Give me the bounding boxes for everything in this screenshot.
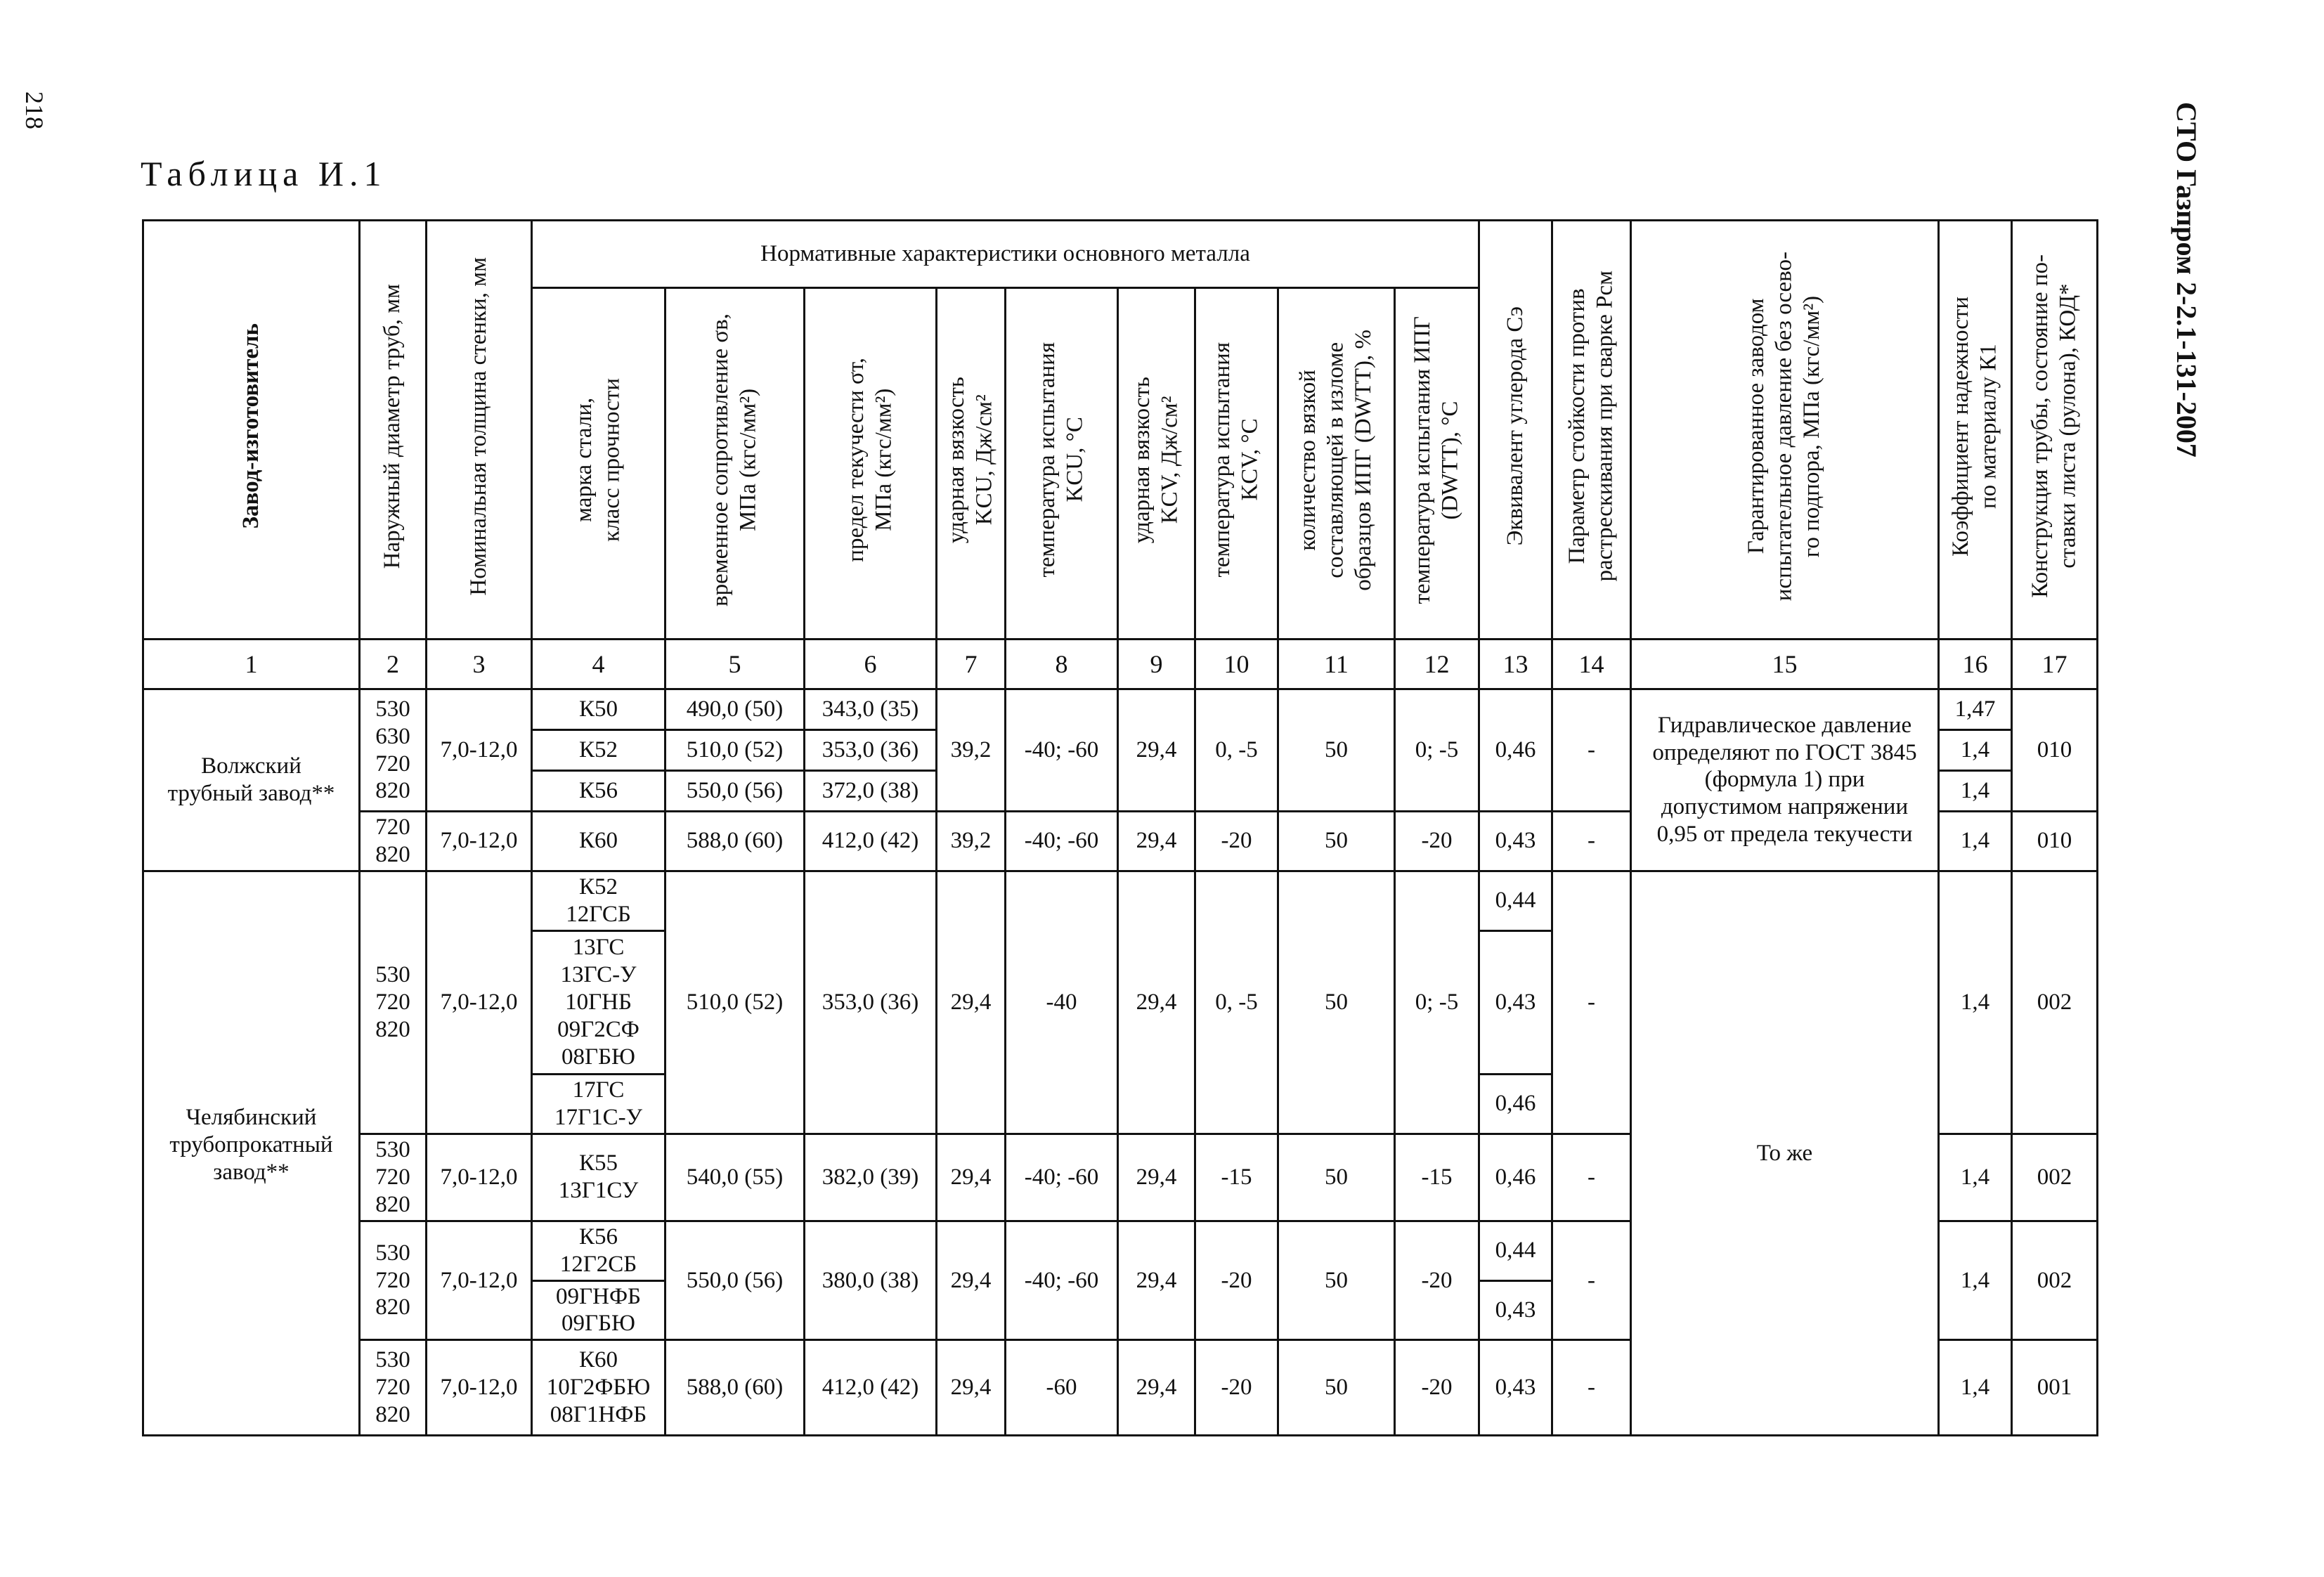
header-row: [143, 221, 2098, 288]
header-kcv: ударная вязкость KCV, Дж/см²: [1118, 288, 1195, 640]
header-code: Конструкция трубы, состояние по- ставки листа (рулона), КОД*: [2012, 221, 2098, 640]
spec-table: [142, 219, 2098, 1436]
dwtt-temp-cell: -20: [1395, 1340, 1479, 1436]
grade-cell: К52: [532, 730, 666, 771]
ce-cell: 0,43: [1479, 1280, 1552, 1340]
header-dwtt-share: количество вязкой составляющей в изломе образцов ИПГ (DWTT), %: [1278, 288, 1395, 640]
yield-cell: 412,0 (42): [805, 1340, 937, 1436]
header-tensile: временное сопротивление σв, МПа (кгс/мм²): [666, 288, 805, 640]
wall-cell: 7,0-12,0: [427, 1221, 532, 1340]
dwtt-temp-cell: -20: [1395, 1221, 1479, 1340]
header-carbon-equivalent: Эквивалент углерода Сэ: [1479, 221, 1552, 640]
k1-cell: 1,4: [1939, 730, 2012, 771]
code-cell: 010: [2012, 812, 2098, 871]
dwtt-cell: 50: [1278, 689, 1395, 812]
dwtt-temp-cell: -20: [1395, 812, 1479, 871]
header-diameter: Наружный диаметр труб, мм: [360, 221, 427, 640]
ce-cell: 0,43: [1479, 812, 1552, 871]
diameter-cell: 530 720 820: [360, 1340, 427, 1436]
header-group-metal: Нормативные характеристики основного металла: [532, 221, 1479, 288]
col-number: 9: [1118, 640, 1195, 689]
grade-cell: К52 12ГСБ: [532, 871, 666, 930]
kcv-cell: 29,4: [1118, 871, 1195, 1134]
code-cell: 001: [2012, 1340, 2098, 1436]
pcm-cell: -: [1552, 871, 1631, 1134]
code-cell: 002: [2012, 1134, 2098, 1221]
dwtt-temp-cell: 0; -5: [1395, 689, 1479, 812]
dwtt-cell: 50: [1278, 1134, 1395, 1221]
kcv-cell: 29,4: [1118, 812, 1195, 871]
ce-cell: 0,43: [1479, 1340, 1552, 1436]
kcu-cell: 39,2: [937, 812, 1006, 871]
dwtt-temp-cell: -15: [1395, 1134, 1479, 1221]
col-number: 17: [2012, 640, 2098, 689]
col-number: 1: [143, 640, 360, 689]
yield-cell: 353,0 (36): [805, 871, 937, 1134]
kcu-temp-cell: -40; -60: [1006, 689, 1118, 812]
col-number: 4: [532, 640, 666, 689]
header-dwtt-temp: температура испытания ИПГ (DWTT), °C: [1395, 288, 1479, 640]
col-number: 6: [805, 640, 937, 689]
dwtt-cell: 50: [1278, 1340, 1395, 1436]
tensile-cell: 510,0 (52): [666, 730, 805, 771]
pressure-cell: Гидравлическое давление определяют по ГОСТ 3845 (формула 1) при допустимом напряжении 0,95 от предела текучести: [1631, 689, 1939, 871]
ce-cell: 0,43: [1479, 930, 1552, 1074]
k1-cell: 1,4: [1939, 871, 2012, 1134]
col-number: 12: [1395, 640, 1479, 689]
kcu-cell: 29,4: [937, 1221, 1006, 1340]
kcv-cell: 29,4: [1118, 1134, 1195, 1221]
ce-cell: 0,46: [1479, 1134, 1552, 1221]
kcv-temp-cell: -20: [1195, 812, 1278, 871]
kcv-temp-cell: -15: [1195, 1134, 1278, 1221]
pcm-cell: -: [1552, 1134, 1631, 1221]
dwtt-temp-cell: 0; -5: [1395, 871, 1479, 1134]
wall-cell: 7,0-12,0: [427, 1134, 532, 1221]
header-pressure: Гарантированное заводом испытательное давление без осево- го подпора, МПа (кгс/мм²): [1631, 221, 1939, 640]
yield-cell: 343,0 (35): [805, 689, 937, 730]
yield-cell: 380,0 (38): [805, 1221, 937, 1340]
tensile-cell: 540,0 (55): [666, 1134, 805, 1221]
kcv-cell: 29,4: [1118, 689, 1195, 812]
col-number: 11: [1278, 640, 1395, 689]
code-cell: 010: [2012, 689, 2098, 812]
dwtt-cell: 50: [1278, 1221, 1395, 1340]
pressure-cell: То же: [1631, 871, 1939, 1436]
table-row: [143, 871, 2098, 930]
grade-cell: 09ГНФБ 09ГБЮ: [532, 1280, 666, 1340]
wall-cell: 7,0-12,0: [427, 689, 532, 812]
document-code: СТО Газпром 2-2.1-131-2007: [2171, 102, 2202, 457]
plant-name: Челябинский трубопрокатный завод**: [143, 871, 360, 1436]
header-k1: Коэффициент надежности по материалу К1: [1939, 221, 2012, 640]
pcm-cell: -: [1552, 1340, 1631, 1436]
grade-cell: К60: [532, 812, 666, 871]
tensile-cell: 588,0 (60): [666, 1340, 805, 1436]
wall-cell: 7,0-12,0: [427, 1340, 532, 1436]
dwtt-cell: 50: [1278, 812, 1395, 871]
kcv-temp-cell: -20: [1195, 1340, 1278, 1436]
header-yield: предел текучести σт, МПа (кгс/мм²): [805, 288, 937, 640]
header-kcv-temp: температура испытания KCV, °C: [1195, 288, 1278, 640]
table-row: [143, 689, 2098, 730]
pcm-cell: -: [1552, 812, 1631, 871]
kcv-temp-cell: 0, -5: [1195, 689, 1278, 812]
col-number: 3: [427, 640, 532, 689]
header-pcm: Параметр стойкости против растрескивания при сварке Рсм: [1552, 221, 1631, 640]
k1-cell: 1,4: [1939, 1221, 2012, 1340]
kcu-cell: 29,4: [937, 1340, 1006, 1436]
header-grade: марка стали, класс прочности: [532, 288, 666, 640]
kcu-temp-cell: -40; -60: [1006, 1134, 1118, 1221]
code-cell: 002: [2012, 871, 2098, 1134]
pcm-cell: -: [1552, 689, 1631, 812]
kcu-cell: 29,4: [937, 871, 1006, 1134]
kcv-cell: 29,4: [1118, 1340, 1195, 1436]
grade-cell: К55 13Г1СУ: [532, 1134, 666, 1221]
kcv-temp-cell: 0, -5: [1195, 871, 1278, 1134]
k1-cell: 1,4: [1939, 771, 2012, 812]
header-plant: Завод-изготовитель: [143, 221, 360, 640]
tensile-cell: 510,0 (52): [666, 871, 805, 1134]
kcu-temp-cell: -60: [1006, 1340, 1118, 1436]
grade-cell: К56 12Г2СБ: [532, 1221, 666, 1280]
kcu-cell: 29,4: [937, 1134, 1006, 1221]
yield-cell: 353,0 (36): [805, 730, 937, 771]
grade-cell: К50: [532, 689, 666, 730]
tensile-cell: 490,0 (50): [666, 689, 805, 730]
dwtt-cell: 50: [1278, 871, 1395, 1134]
kcu-cell: 39,2: [937, 689, 1006, 812]
column-number-row: [143, 640, 2098, 689]
kcu-temp-cell: -40: [1006, 871, 1118, 1134]
grade-cell: К56: [532, 771, 666, 812]
k1-cell: 1,4: [1939, 1340, 2012, 1436]
diameter-cell: 530 720 820: [360, 1221, 427, 1340]
pcm-cell: -: [1552, 1221, 1631, 1340]
col-number: 13: [1479, 640, 1552, 689]
ce-cell: 0,44: [1479, 871, 1552, 930]
k1-cell: 1,4: [1939, 812, 2012, 871]
diameter-cell: 530 720 820: [360, 871, 427, 1134]
table-caption: Таблица И.1: [141, 154, 387, 193]
yield-cell: 382,0 (39): [805, 1134, 937, 1221]
kcu-temp-cell: -40; -60: [1006, 812, 1118, 871]
ce-cell: 0,44: [1479, 1221, 1552, 1280]
header-kcu: ударная вязкость KCU, Дж/см²: [937, 288, 1006, 640]
ce-cell: 0,46: [1479, 689, 1552, 812]
col-number: 2: [360, 640, 427, 689]
col-number: 5: [666, 640, 805, 689]
diameter-cell: 720 820: [360, 812, 427, 871]
wall-cell: 7,0-12,0: [427, 871, 532, 1134]
col-number: 15: [1631, 640, 1939, 689]
yield-cell: 372,0 (38): [805, 771, 937, 812]
k1-cell: 1,47: [1939, 689, 2012, 730]
tensile-cell: 550,0 (56): [666, 1221, 805, 1340]
grade-cell: 17ГС 17Г1С-У: [532, 1074, 666, 1134]
header-wall: Номинальная толщина стенки, мм: [427, 221, 532, 640]
diameter-cell: 530 630 720 820: [360, 689, 427, 812]
wall-cell: 7,0-12,0: [427, 812, 532, 871]
code-cell: 002: [2012, 1221, 2098, 1340]
kcu-temp-cell: -40; -60: [1006, 1221, 1118, 1340]
grade-cell: К60 10Г2ФБЮ 08Г1НФБ: [532, 1340, 666, 1436]
col-number: 8: [1006, 640, 1118, 689]
header-kcu-temp: температура испытания KCU, °C: [1006, 288, 1118, 640]
col-number: 10: [1195, 640, 1278, 689]
diameter-cell: 530 720 820: [360, 1134, 427, 1221]
grade-cell: 13ГС 13ГС-У 10ГНБ 09Г2СФ 08ГБЮ: [532, 930, 666, 1074]
tensile-cell: 588,0 (60): [666, 812, 805, 871]
k1-cell: 1,4: [1939, 1134, 2012, 1221]
col-number: 7: [937, 640, 1006, 689]
col-number: 16: [1939, 640, 2012, 689]
tensile-cell: 550,0 (56): [666, 771, 805, 812]
ce-cell: 0,46: [1479, 1074, 1552, 1134]
yield-cell: 412,0 (42): [805, 812, 937, 871]
page-number: 218: [20, 91, 48, 129]
plant-name: Волжский трубный завод**: [143, 689, 360, 871]
kcv-temp-cell: -20: [1195, 1221, 1278, 1340]
col-number: 14: [1552, 640, 1631, 689]
kcv-cell: 29,4: [1118, 1221, 1195, 1340]
